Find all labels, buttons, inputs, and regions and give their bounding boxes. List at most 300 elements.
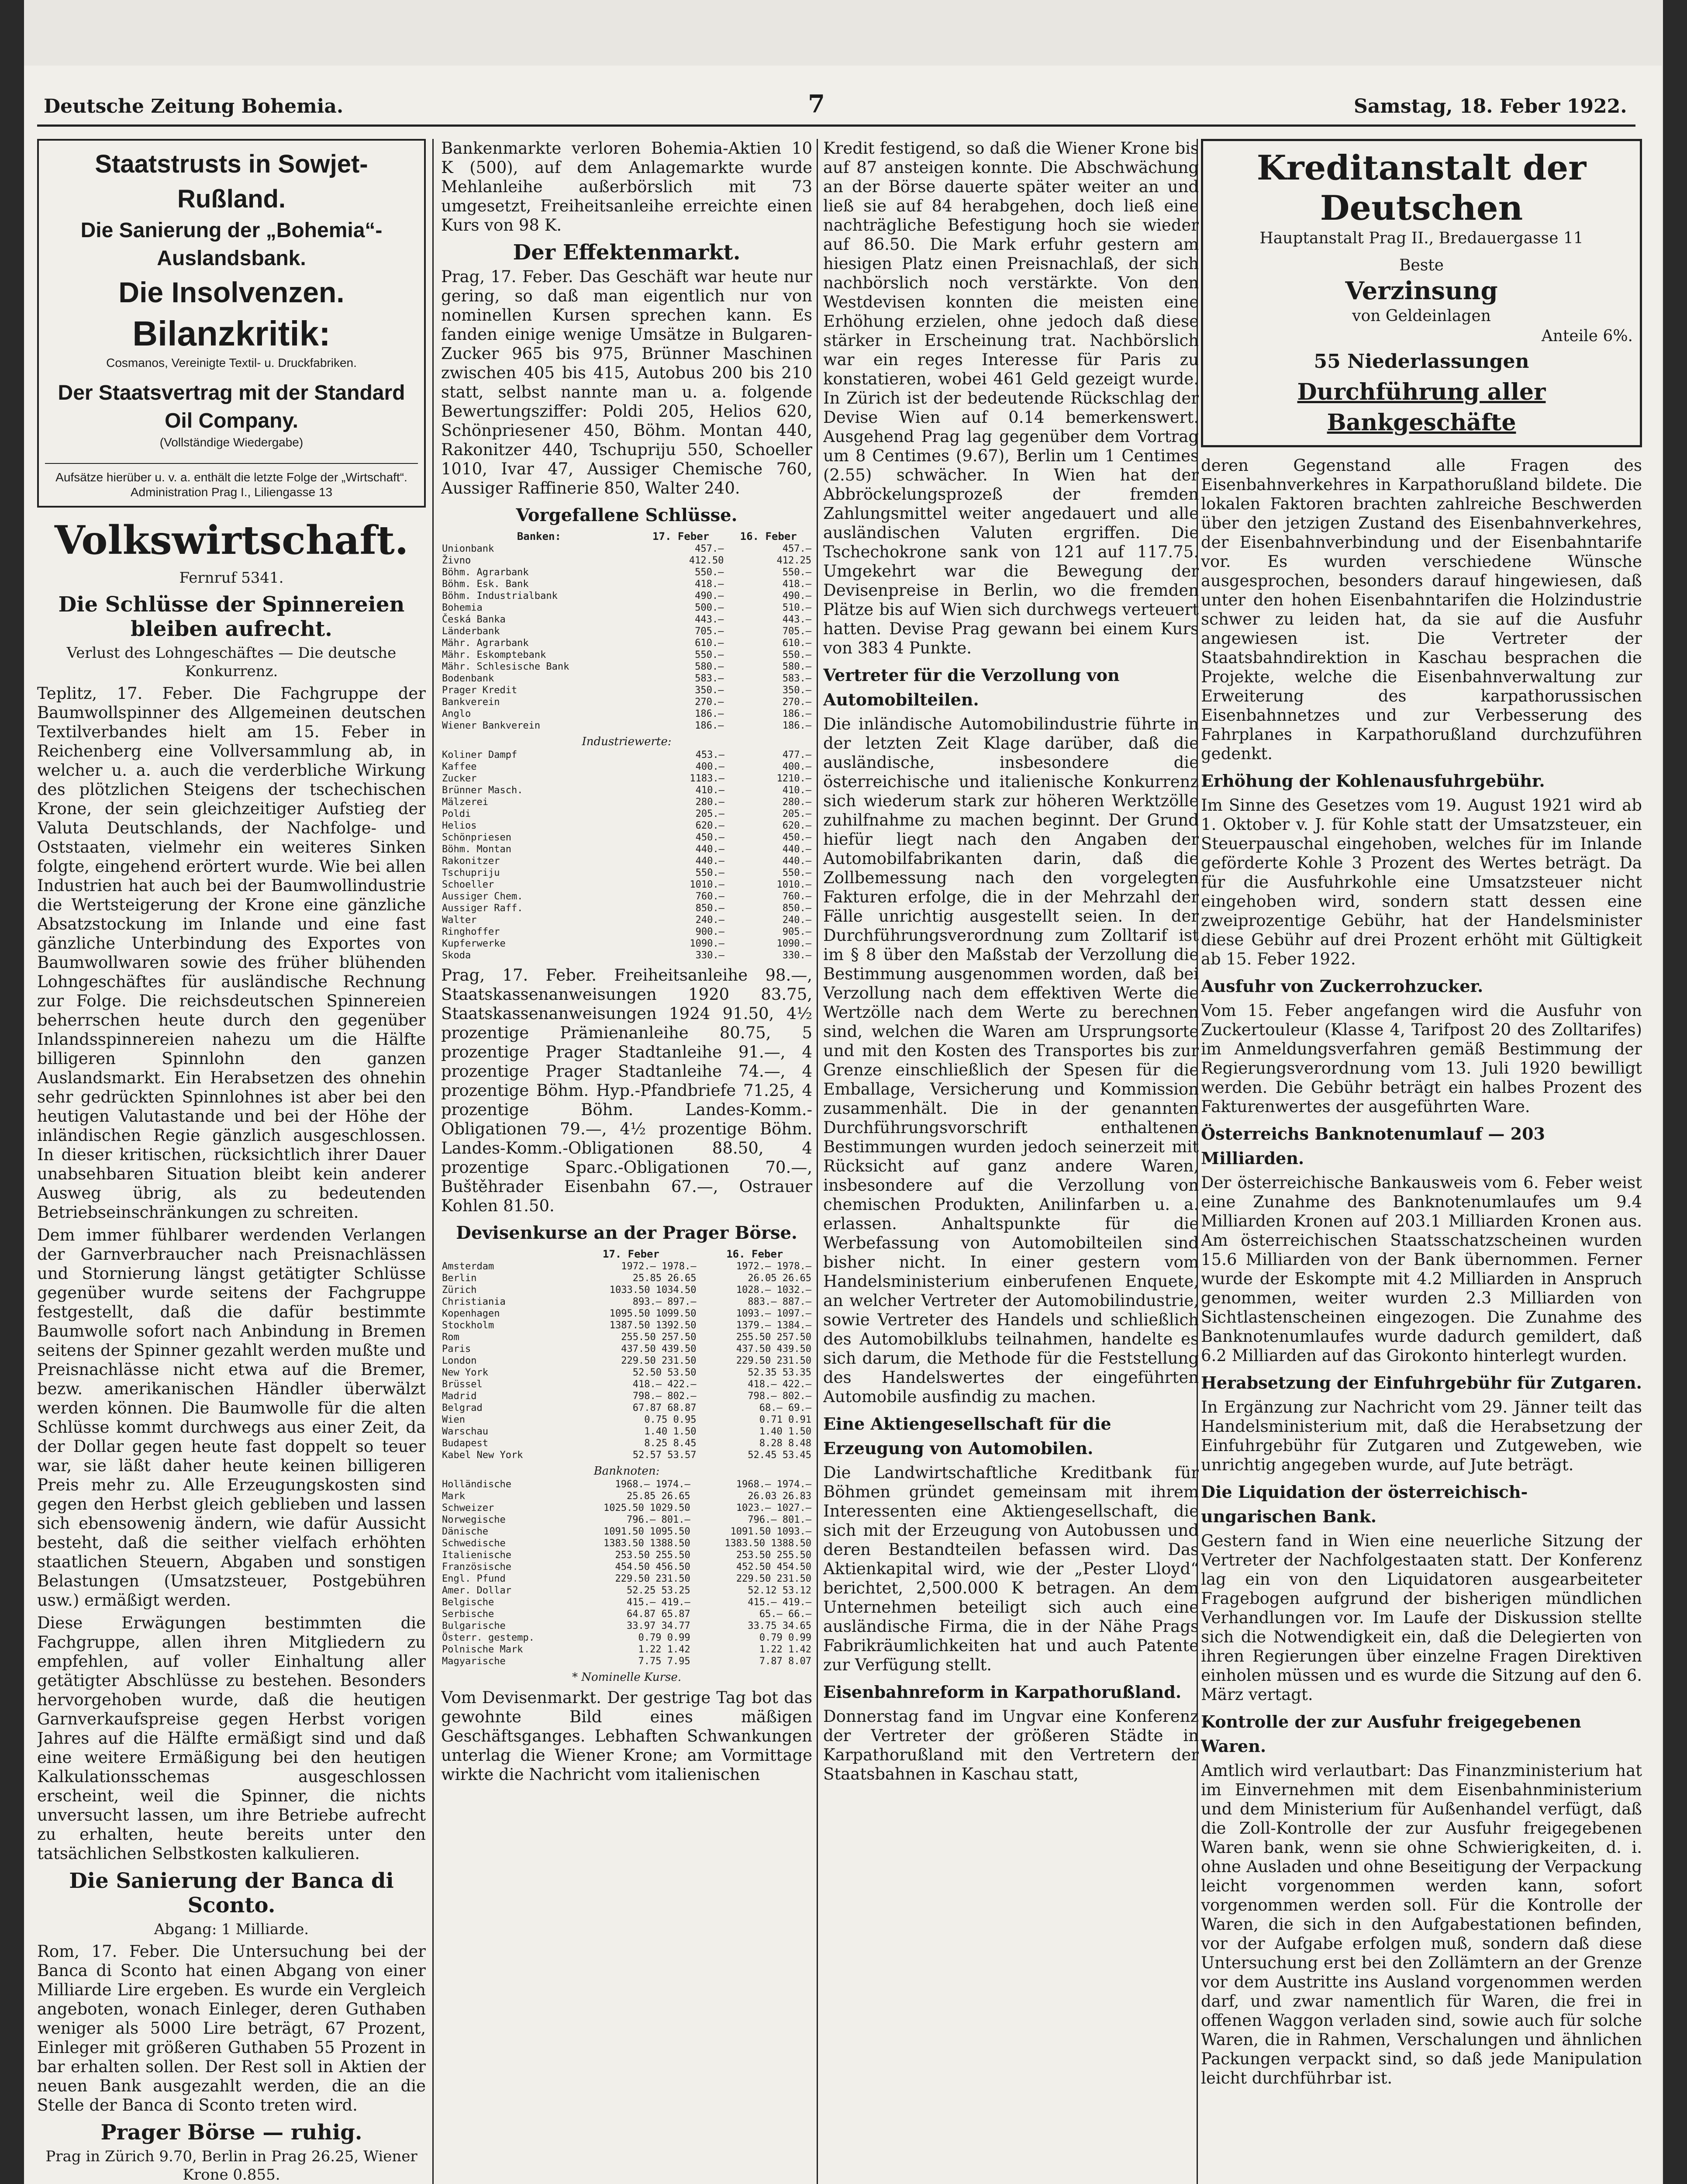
table-cell: 883.— 887.— [748,1296,811,1307]
table-cell: 583.— [782,673,811,684]
table-cell: Länderbank [442,626,500,637]
article-paragraph: Die inländische Automobilindustrie führte in der letzten Zeit Klage darüber, daß die ausländische, insbesondere die österreichische und italienische Konkurrenz sich wiederum stark zur höheren Werktzölle zuhilfnahme zu machen beginnt. Der Grund hiefür liegt nach den Angaben der Automobilfabrikanten darin, daß die Zollbemessung nach den vorgelegten Fakturen erfolge, die in der Mehrzahl der Fälle unrichtig ausgestellt seien. In der Durchführungsverordnung zum Zolltarif ist im § 8 über den Maßstab der Verzollung die Bestimmung ausgenommen worden, daß bei Verzollung nach dem effektiven Werte die Wertzölle nach dem Werte zu berechnen sind, welchen die Waren am Ursprungsorte und mit den Kosten des Transportes bis zur Grenze einschließlich der Spesen für die Emballage, Versicherung und Kommission zusammenhält. Die in der genannten Durchführungsvorschrift enthaltenen Bestimmungen wurden jedoch seinerzeit mit Rücksicht auf ganz andere Waren, insbesondere auf die Verzollung von chemischen Produkten, Anilinfarben u. a. erlassen. Anhaltspunkte für die Werbefassung von Automobilteilen sind bisher nicht. In einer gestern vom Handelsministerium einberufenen Enquete, an welcher Vertreter der Automobilindustrie, sowie Vertreter des Handels und schließlich des Automobilklubs teilnahmen, handelte es sich darum, die Methode für die Feststellung des Handelswertes der eingeführten Automobile ausfindig zu machen. [823,715,1199,1406]
table-cell: 280.— [695,797,724,808]
table-cell: Belgrad [442,1403,483,1413]
article-paragraph: Der österreichische Bankausweis vom 6. Feber weist eine Zunahme des Banknotenumlaufes um 9.4 Milliarden Kronen auf 203.1 Milliarden Kronen aus. Am österreichischen Staatsschatzscheinen wurden 15.6 Milliarden von der Bank übernommen. Ferner wurde der Eskompte mit 4.2 Milliarden in Anspruch genommen, weiter wurden 2.3 Milliarden von Sichtlastenscheinen eingezogen. Die Zunahme des Banknotenumlaufes wurde dadurch gemildert, daß 6.2 Milliarden auf das Girokonto hinterlegt wurden. [1201,1173,1642,1365]
article-subtitle: Prag in Zürich 9.70, Berlin in Prag 26.25, Wiener Krone 0.855. [45,2148,417,2184]
table-cell: 240.— [782,915,811,926]
table-cell: 410.— [695,785,724,796]
table-cell: 330.— [782,950,811,961]
table-row [441,1438,812,1449]
article-title: Eisenbahnreform in Karpathorußland. [823,1682,1182,1702]
table-row [441,1390,812,1402]
table-cell: 500.— [695,602,724,613]
table-cell: 205.— [695,809,724,819]
table-cell: 1383.50 1388.50 [724,1538,811,1549]
article-paragraph: Dem immer fühlbarer werdenden Verlangen der Garnverbraucher nach Preisnachlässen und Stornierung längst getätigter Schlüsse gegenüber wurde seitens der Fachgruppe festgestellt, daß die dafür bestimmte Baumwolle sofort nach Anbindung in Bremen seitens der Spinner gezahlt werden mußte und Preisnachlässe nicht etwa auf die Bremer, bezw. amerikanischen Händler überwälzt werden können. Die Baumwolle für die alten Schlüsse kommt durchwegs aus einer Zeit, da der Dollar gegen heute fast doppelt so teuer war, sie läßt daher heute keinen billigeren Preis mehr zu. Alle Erzeugungskosten sind gegen den Herbst gleich geblieben und lassen sich ebensowenig ändern, wie dafür Aussicht besteht, daß die seither vielfach erhöhten staatlichen Steuern, Abgaben und sonstigen Belastungen (Umsatzsteuer, Postgebühren usw.) ermäßigt werden. [37,1226,426,1610]
table-header: 17. Feber [652,530,710,543]
article-title: Herabsetzung der Einfuhrgebühr für Zutgaren. [1201,1373,1642,1393]
table-cell: 583.— [695,673,724,684]
table-row [441,914,812,926]
table-cell: 440.— [695,856,724,867]
article-title: Prager Börse — ruhig. [100,2120,362,2145]
table-header: 17. Feber [602,1248,659,1260]
ad-line: Die Sanierung der „Bohemia“-Auslandsbank. [80,219,383,270]
table-cell: Aussiger Chem. [442,891,523,902]
article-title: Der Effektenmarkt. [513,240,741,265]
table-row [441,649,812,661]
table-cell: 67.87 68.87 [632,1403,697,1413]
table-row [441,1296,812,1308]
article-paragraph: Donnerstag fand im Ungvar eine Konferenz der Vertreter der größeren Städte in Karpathorußland mit den Vertretern der Staatsbahnen in Kaschau statt, [823,1707,1199,1783]
article-paragraph: Gestern fand in Wien eine neuerliche Sitzung der Vertreter der Nachfolgestaaten statt. Der Konferenz lag ein von den Liquidatoren ausgearbeiteter Fragebogen aufgrund der bisherigen mündlichen Verhandlungen vor. Im Laufe der Diskussion stellte sich die Notwendigkeit ein, daß die Delegierten von ihren Regierungen über einzelne Fragen Direktiven einholen müssen und es wurde die Sitzung auf den 6. März vertagt. [1201,1531,1642,1704]
table-row [441,832,812,843]
ad-text: Anteile 6%. [1541,327,1633,345]
table-cell: 52.25 53.25 [626,1585,690,1596]
column-2 [441,139,812,2184]
article-paragraph: Kredit festigend, so daß die Wiener Krone bis auf 87 ansteigen konnte. Die Abschwächung an der Börse dauerte später weiter an und ließ sie auf 84 herabgehen, doch ließ eine nachträgliche Befestigung hoch sie wieder auf 86.50. Die Mark erfuhr gestern am hiesigen Platz einen Preisnachlaß, der sich nachbörslich noch verstärkte. Von den Westdevisen konnten die meisten eine Erhöhung erzielen, ohne jedoch daß diese stärker in Erscheinung trat. Nachbörslich war ein reges Interesse für Paris zu konstatieren, wobei 461 Geld gezeigt wurde. In Zürich ist der bedeutende Rückschlag der Devise Wien auf 0.14 bemerkenswert. Ausgehend Prag lag gegenüber dem Vortrag um 8 Centimes (9.67), Berlin um 1 Centimes (2.55) schwächer. In Wien hat der Abbröckelungsprozeß der fremden Zahlungsmittel weiter angedauert und alle ausländischen Valuten ergriffen. Die Tschechokrone sank von 121 auf 117.75. Umgekehrt war die Bewegung der Devisenpreise in Berlin, wo die fremden Plätze bis auf Wien sich durchwegs verteuert hatten. Devise Prag gewann bei einem Kurs von 383 4 Punkte. [823,139,1199,657]
table-cell: 186.— [695,708,724,719]
table-cell: 443.— [782,614,811,625]
table-cell: 893.— 897.— [632,1296,697,1307]
table-section: Industriewerte: [582,735,672,748]
table-cell: Anglo [442,708,471,719]
table-cell: 25.85 26.65 [632,1273,697,1284]
table-cell: Christiania [442,1296,506,1307]
stock-table [441,749,812,961]
table-cell: 64.87 65.87 [626,1609,690,1620]
table-cell: 229.50 231.50 [736,1573,811,1584]
article-title: Eine Aktiengesellschaft für die Erzeugung von Automobilen. [823,1414,1111,1458]
table-cell: 905.— [782,926,811,937]
table-cell: 8.25 8.45 [644,1438,697,1449]
section-phone: Fernruf 5341. [179,569,284,587]
table-cell: 0.79 0.99 [638,1632,690,1643]
article-paragraph: Prag, 17. Feber. Freiheitsanleihe 98.—, Staatskassenanweisungen 1920 83.75, Staatskassenanweisungen 1924 91.50, 4½ prozentige Prämienanleihe 80.75, 5 prozentige Prager Stadtanleihe 91.—, 4 prozentige Prager Stadtanleihe 74.—, 4 prozentige Böhm. Hyp.-Pfandbriefe 71.25, 4 prozentige Böhm. Landes-Komm.-Obligationen 79.—, 4½ prozentige Böhm. Landes-Komm.-Obligationen 88.50, 4 prozentige Sparc.-Obligationen 70.—, Buštěhrader Eisenbahn 67.—, Ostrauer Kohlen 81.50. [441,966,812,1215]
table-cell: 490.— [782,591,811,601]
table-cell: 186.— [695,720,724,731]
table-cell: Böhm. Montan [442,844,511,855]
table-cell: 477.— [782,750,811,760]
table-cell: 900.— [695,926,724,937]
column-3 [823,139,1199,2184]
table-row [441,1644,812,1655]
table-cell: 418.— 422.— [632,1379,697,1390]
ad-line: Staatstrusts in Sowjet-Rußland. [95,150,368,213]
table-row [441,867,812,879]
table-row [441,773,812,784]
table-row [441,1449,812,1461]
table-cell: 1.22 1.42 [638,1644,690,1655]
table-row [441,696,812,708]
table-row [441,1490,812,1502]
table-cell: 25.85 26.65 [626,1491,690,1502]
table-cell: 620.— [695,820,724,831]
table-cell: Polnische Mark [442,1644,523,1655]
table-row [441,1585,812,1597]
table-row [441,1573,812,1585]
table-cell: 850.— [782,903,811,914]
table-row [441,1549,812,1561]
table-cell: 186.— [782,708,811,719]
table-cell: Rakonitzer [442,856,500,867]
column-1 [37,139,426,2184]
article-paragraph: Die Landwirtschaftliche Kreditbank für Böhmen gründet gemeinsam mit ihrem Interessenten eine Aktiengesellschaft, die sich mit der Erzeugung von Autobussen und deren Bestandteilen befassen wird. Das Aktienkapital wird, wie der „Pester Lloyd“ berichtet, 2,500.000 K betragen. An dem Unternehmen beteiligt sich auch eine ausländische Firma, die in der Nähe Prags Fabrikräumlichkeiten hat und auch Patente zur Verfügung stellt. [823,1463,1199,1674]
table-cell: 1028.— 1032.— [736,1285,811,1296]
table-row [441,1343,812,1355]
table-cell: 418.— [782,579,811,590]
table-row [441,761,812,773]
table-cell: 437.50 439.50 [736,1344,811,1355]
table-row [441,602,812,614]
table-cell: London [442,1355,477,1366]
table-row [441,708,812,720]
article-subtitle: Verlust des Lohngeschäftes — Die deutsche Konkurrenz. [66,644,397,680]
table-cell: 350.— [695,685,724,696]
table-row [441,625,812,637]
table-row [441,720,812,732]
article-paragraph: Prag, 17. Feber. Das Geschäft war heute nur gering, so daß man eigentlich nur von nominellen Kursen sprechen kann. Es fanden einige wenige Umsätze in Bulgaren-Zucker 965 bis 975, Brünner Maschinen zwischen 405 bis 415, Autobus 200 bis 210 statt, selbst nannte man u. a. folgende Bewertungsziffer: Poldi 205, Helios 620, Schönpriesener 450, Böhm. Montan 440, Rakonitzer 440, Tschupriju 550, Schoeller 1010, Ivar 47, Aussiger Chemische 760, Aussiger Raffinerie 850, Walter 240. [441,267,812,498]
table-cell: Bulgarische [442,1621,506,1631]
table-cell: Česká Banka [442,614,506,625]
table-cell: 7.87 8.07 [759,1656,811,1667]
table-title: Vorgefallene Schlüsse. [516,505,738,525]
table-cell: 52.57 53.57 [632,1450,697,1461]
table-cell: 443.— [695,614,724,625]
table-cell: 453.— [695,750,724,760]
table-row [441,1526,812,1538]
table-row [441,590,812,602]
table-row [441,926,812,938]
table-row [441,855,812,867]
ad-line: Cosmanos, Vereinigte Textil- u. Druckfabriken. [106,356,357,370]
table-cell: Schwedische [442,1538,506,1549]
table-cell: 229.50 231.50 [615,1573,690,1584]
table-row [441,1379,812,1390]
table-cell: 457.— [782,543,811,554]
table-cell: 550.— [782,867,811,878]
table-row [441,808,812,820]
table-row [441,784,812,796]
table-row [441,1479,812,1490]
table-cell: 400.— [695,761,724,772]
ad-text: Verzinsung [1345,276,1498,305]
table-cell: Aussiger Raff. [442,903,523,914]
table-cell: Tschupriju [442,867,500,878]
table-row [441,637,812,649]
left-scan-edge [0,0,24,2184]
table-cell: 240.— [695,915,724,926]
table-cell: 1.40 1.50 [759,1426,811,1437]
currency-table [441,1248,812,1461]
table-cell: 798.— 802.— [748,1391,811,1402]
table-cell: Amsterdam [442,1261,494,1272]
article-paragraph: Amtlich wird verlautbart: Das Finanzministerium hat im Einvernehmen mit dem Eisenbahnministerium und dem Ministerium für Außenhandel verfügt, daß die Zoll-Kontrolle der zur Ausfuhr freigegebenen Waren bank, wenn sie ohne Schwierigkeiten, d. i. ohne Ausladen und ohne Beseitigung der Verpackung leicht vorgenommen werden kann, sofort vorgenommen werden soll. Für die Kontrolle der Waren, die sich in den Aufgabestationen befinden, vor der Aufgabe erfolgen muß, sondern daß diese Untersuchung erst bei den Zollämtern an der Grenze vor dem Austritte ins Ausland vorgenommen werden darf, und zwar namentlich für Waren, die frei in offenen Waggon verladen sind, sowie auch für solche Waren, die in Rahmen, Verschalungen und ähnlichen Packungen verpackt sind, so daß jede Manipulation leicht durchführbar ist. [1201,1761,1642,2087]
table-cell: Holländische [442,1479,511,1490]
table-row [441,1261,812,1272]
column-rule [432,139,434,2184]
table-cell: Belgische [442,1597,494,1608]
table-cell: 26.05 26.65 [748,1273,811,1284]
table-cell: 796.— 801.— [748,1514,811,1525]
table-cell: 52.12 53.12 [748,1585,811,1596]
table-cell: 68.— 69.— [759,1403,811,1413]
article-paragraph: Im Sinne des Gesetzes vom 19. August 1921 wird ab 1. Oktober v. J. für Kohle statt der Umsatzsteuer, ein Steuerpauschal eingehoben, welches für im Inlande geförderte Kohle 3 Prozent des Wertes beträgt. Da für die Ausfuhrkohle eine Umsatzsteuer nicht eingehoben wird, sondern statt dessen eine zweiprozentige Gebühr, hat der Handelsminister diese Gebühr auf drei Prozent erhöht mit Gültigkeit ab 15. Feber 1922. [1201,796,1642,968]
table-row [441,938,812,950]
table-cell: Schönpriesen [442,832,511,843]
table-row [441,796,812,808]
table-cell: 1183.— [690,773,724,784]
table-cell: Böhm. Agrarbank [442,567,529,578]
ad-line: Bilanzkritik: [132,314,331,353]
article-paragraph: Rom, 17. Feber. Die Untersuchung bei der Banca di Sconto hat einen Abgang von einer Milliarde Lire ergeben. Es wurde ein Vergleich angeboten, wonach Einleger, deren Guthaben weniger als 5000 Lire beträgt, 67 Prozent, Einleger mit größeren Guthaben 55 Prozent in bar erhalten sollen. Der Rest soll in Aktien der neuen Bank ausgezahlt werden, die an die Stelle der Banca di Sconto treten wird. [37,1942,426,2115]
table-row [441,1272,812,1284]
table-cell: Bankverein [442,697,500,708]
article-title: Die Liquidation der österreichisch-ungarischen Bank. [1201,1482,1528,1526]
article-paragraph: Bankenmarkte verloren Bohemia-Aktien 10 K (500), auf dem Anlagemarkte wurde Mehlanleihe außerbörslich mit 73 umgesetzt, Freiheitsanleihe erreichte einen Kurs von 98 K. [441,139,812,235]
table-cell: 550.— [782,650,811,660]
table-cell: 450.— [782,832,811,843]
page-number: 7 [808,90,825,118]
ad-line: Die Insolvenzen. [118,276,345,308]
table-cell: 1968.— 1974.— [615,1479,690,1490]
table-row [441,1632,812,1644]
table-cell: 1095.50 1099.50 [609,1308,697,1319]
table-cell: Wien [442,1414,465,1425]
table-cell: Engl. Pfund [442,1573,506,1584]
table-row [441,684,812,696]
article-title: Vertreter für die Verzollung von Automobilteilen. [823,665,1120,709]
table-row [441,1402,812,1414]
table-cell: Zucker [442,773,477,784]
table-cell: Bodenbank [442,673,494,684]
ad-text: Beste [1399,256,1444,274]
table-cell: 440.— [782,844,811,855]
table-cell: 1093.— 1097.— [736,1308,811,1319]
table-cell: 1091.50 1093.— [730,1526,811,1537]
table-cell: 1023.— 1027.— [736,1503,811,1514]
issue-date: Samstag, 18. Feber 1922. [1354,95,1627,117]
table-cell: 580.— [782,661,811,672]
table-cell: Serbische [442,1609,494,1620]
table-cell: 418.— [695,579,724,590]
table-cell: 437.50 439.50 [621,1344,697,1355]
table-cell: 850.— [695,903,724,914]
table-row [441,843,812,855]
ad-note: Aufsätze hierüber u. v. a. enthält die letzte Folge der „Wirtschaft“. Administration Prag I., Liliengasse 13 [45,463,418,500]
column-rule [817,139,818,2184]
table-cell: Kopenhagen [442,1308,500,1319]
table-cell: 253.50 255.50 [736,1550,811,1561]
table-cell: 33.75 34.65 [748,1621,811,1631]
table-cell: 760.— [782,891,811,902]
table-cell: 186.— [782,720,811,731]
table-cell: 52.50 53.50 [632,1367,697,1378]
table-cell: 796.— 801.— [626,1514,690,1525]
table-cell: Mähr. Eskomptebank [442,650,546,660]
table-row [441,1426,812,1438]
table-cell: 457.— [695,543,724,554]
table-row [441,1355,812,1367]
table-cell: 550.— [695,567,724,578]
table-cell: 280.— [782,797,811,808]
table-cell: 1972.— 1978.— [621,1261,697,1272]
table-cell: Zürich [442,1285,477,1296]
table-cell: Mälzerei [442,797,488,808]
table-cell: 415.— 419.— [626,1597,690,1608]
table-row [441,950,812,961]
table-cell: Böhm. Industrialbank [442,591,558,601]
table-cell: 52.35 53.35 [748,1367,811,1378]
table-cell: 52.45 53.45 [748,1450,811,1461]
table-cell: 1025.50 1029.50 [604,1503,690,1514]
table-cell: Koliner Dampf [442,750,517,760]
table-cell: 1383.50 1388.50 [604,1538,690,1549]
ad-text: von Geldeinlagen [1352,307,1491,325]
table-cell: Paris [442,1344,471,1355]
table-row [441,1367,812,1379]
table-cell: 1090.— [690,938,724,949]
table-cell: 330.— [695,950,724,961]
article-title: Kontrolle der zur Ausfuhr freigegebenen Waren. [1201,1712,1581,1756]
table-cell: Unionbank [442,543,494,554]
table-title: Devisenkurse an der Prager Börse. [456,1223,797,1243]
table-header [441,1248,565,1261]
table-cell: Italienische [442,1550,511,1561]
table-row [441,555,812,567]
table-cell: 1.40 1.50 [644,1426,697,1437]
header-rule [37,124,1635,127]
table-header: 16. Feber [740,530,797,543]
table-cell: Französische [442,1562,511,1572]
table-cell: 350.— [782,685,811,696]
table-cell: 0.79 0.99 [759,1632,811,1643]
table-cell: Norwegische [442,1514,506,1525]
table-row [441,820,812,832]
article-paragraph: Teplitz, 17. Feber. Die Fachgruppe der Baumwollspinner des Allgemeinen deutschen Textilverbandes hielt am 15. Feber in Reichenberg eine Vollversammlung ab, in welcher u. a. auch die verderbliche Wirkung des plötzlichen Steigens der tschechischen Krone, der sein gleichzeitiger Aufstieg der Valuta Deutschlands, der Nachfolge- und Oststaaten, vielmehr ein weiteres Sinken folgte, eingehend erörtert wurde. Wie bei allen Industrien hat auch bei der Baumwollindustrie die Wertsteigerung der Krone eine gänzliche Absatzstockung im Inlande und eine fast gänzliche Unterbindung des Exportes von Baumwollwaren sowie des früher blühenden Lohngeschäftes für ausländische Rechnung zur Folge. Die reichsdeutschen Spinnereien beherrschen heute durch den gegenüber Inlandsspinnereien nahezu um die Hälfte billigeren Spinnlohn den ganzen Auslandsmarkt. Ein Herabsetzen des ohnehin sehr gedrückten Spinnlohnes ist aber bei den heutigen Valutastande und bei der Höhe der inländischen Regie gänzlich ausgeschlossen. In dieser kritischen, rücksichtlich ihrer Dauer unabsehbaren Situation bleibt kein anderer Ausweg übrig, als zu bedeutenden Betriebseinschränkungen zu schreiten. [37,684,426,1222]
table-row [441,1608,812,1620]
table-cell: Dänische [442,1526,488,1537]
table-cell: 760.— [695,891,724,902]
table-cell: Berlin [442,1273,477,1284]
article-title: Die Sanierung der Banca di Sconto. [69,1869,394,1918]
table-cell: 255.50 257.50 [621,1332,697,1343]
table-cell: Kupferwerke [442,938,506,949]
ad-address: Hauptanstalt Prag II., Bredauergasse 11 [1259,229,1584,247]
table-row [441,578,812,590]
table-cell: 1972.— 1978.— [736,1261,811,1272]
bank-advertisement [1201,139,1642,447]
table-cell: Helios [442,820,477,831]
table-header: 16. Feber [726,1248,783,1260]
table-cell: 418.— 422.— [748,1379,811,1390]
table-cell: Živno [442,555,471,566]
article-title: Die Schlüsse der Spinnereien bleiben aufrecht. [58,592,405,641]
table-cell: 412.50 [689,555,724,566]
table-row [441,661,812,673]
masthead: Deutsche Zeitung Bohemia. [44,95,344,117]
table-cell: 412.25 [776,555,811,566]
table-row [441,891,812,902]
table-cell: 1010.— [690,879,724,890]
table-cell: Madrid [442,1391,477,1402]
table-cell: Walter [442,915,477,926]
table-row [441,543,812,555]
table-row [441,749,812,761]
table-row [441,1620,812,1632]
table-cell: Budapest [442,1438,488,1449]
table-cell: 610.— [782,638,811,649]
table-cell: 205.— [782,809,811,819]
table-cell: Brünner Masch. [442,785,523,796]
table-cell: 1.22 1.42 [759,1644,811,1655]
table-cell: Amer. Dollar [442,1585,511,1596]
table-cell: 454.50 456.50 [615,1562,690,1572]
table-cell: 1010.— [776,879,811,890]
table-cell: Ringhoffer [442,926,500,937]
column-4 [1201,139,1642,2184]
table-cell: 33.97 34.77 [626,1621,690,1631]
banknote-table [441,1479,812,1667]
table-cell: 798.— 802.— [632,1391,697,1402]
table-cell: 550.— [695,650,724,660]
ad-text: Durchführung aller Bankgeschäfte [1297,379,1546,436]
article-title: Erhöhung der Kohlenausfuhrgebühr. [1201,771,1545,791]
table-row [441,902,812,914]
table-cell: 270.— [695,697,724,708]
article-subtitle: Abgang: 1 Milliarde. [154,1921,309,1938]
ad-title: Kreditanstalt der Deutschen [1256,148,1587,228]
table-cell: New York [442,1367,488,1378]
table-cell: 440.— [782,856,811,867]
table-cell: 705.— [782,626,811,637]
table-cell: 400.— [782,761,811,772]
table-row [441,1538,812,1549]
table-row [441,1308,812,1320]
table-cell: 229.50 231.50 [621,1355,697,1366]
table-cell: Rom [442,1332,459,1343]
table-row [441,1561,812,1573]
table-cell: 1968.— 1974.— [736,1479,811,1490]
table-cell: Kaffee [442,761,477,772]
table-cell: 510.— [782,602,811,613]
table-cell: 270.— [782,697,811,708]
table-cell: 550.— [782,567,811,578]
table-cell: 1091.50 1095.50 [604,1526,690,1537]
table-cell: 26.03 26.83 [748,1491,811,1502]
table-cell: 1379.— 1384.— [736,1320,811,1331]
table-row [441,673,812,684]
table-cell: 255.50 257.50 [736,1332,811,1343]
table-row [441,1320,812,1331]
right-scan-edge [1663,0,1687,2184]
table-cell: Prager Kredit [442,685,517,696]
table-note: * Nominelle Kurse. [572,1671,682,1684]
table-cell: Mähr. Agrarbank [442,638,529,649]
table-row [441,1502,812,1514]
table-cell: Bohemia [442,602,483,613]
table-row [441,614,812,625]
table-cell: 229.50 231.50 [736,1355,811,1366]
table-cell: 490.— [695,591,724,601]
table-cell: 620.— [782,820,811,831]
table-header: Banken: [517,530,561,543]
table-cell: Wiener Bankverein [442,720,541,731]
table-row [441,1655,812,1667]
table-row [441,1514,812,1526]
table-cell: 0.75 0.95 [644,1414,697,1425]
section-heading: Volkswirtschaft. [54,517,409,563]
